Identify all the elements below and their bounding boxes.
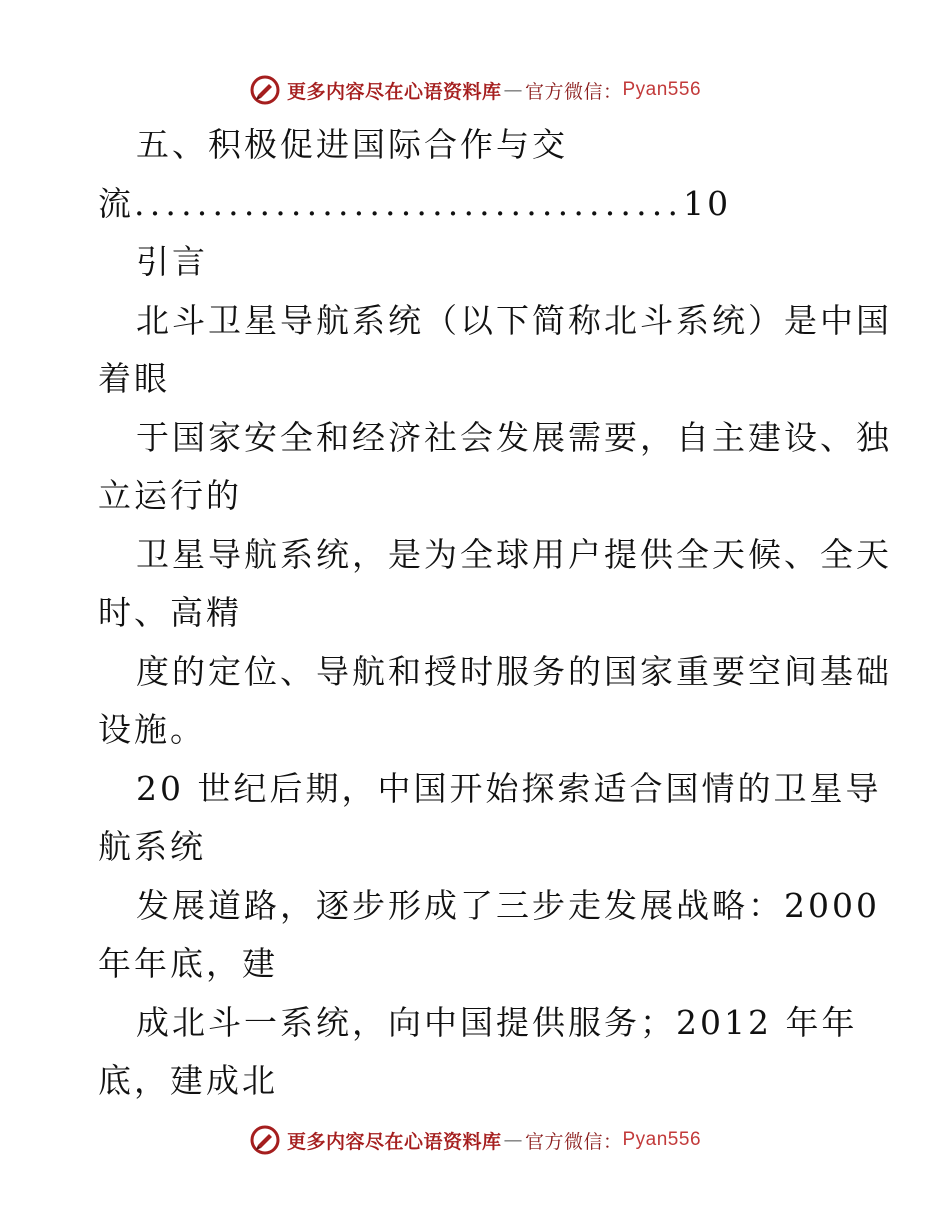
footer-banner	[0, 1120, 950, 1160]
paragraph-line: 立运行的	[98, 476, 242, 515]
paragraph-line: 年年底，建	[98, 944, 278, 983]
section-heading: 引言	[136, 242, 208, 281]
footer-wechat-id: Pyan556	[622, 1129, 702, 1150]
paragraph-line: 时、高精	[98, 593, 242, 632]
logo-pen-icon	[249, 74, 281, 106]
toc-entry-title: 五、积极促进国际合作与交	[136, 125, 568, 164]
paragraph-line: 航系统	[98, 827, 206, 866]
toc-entry-title-end: 流	[98, 183, 134, 223]
header-banner	[0, 70, 950, 110]
header-dash: —	[503, 79, 523, 101]
paragraph-line: 着眼	[98, 359, 170, 398]
paragraph-line: 北斗卫星导航系统（以下简称北斗系统）是中国	[136, 300, 892, 340]
paragraph-line: 卫星导航系统，是为全球用户提供全天候、全天	[136, 534, 892, 574]
header-wechat-id: Pyan556	[622, 79, 702, 100]
toc-page-number: 10	[683, 183, 732, 223]
paragraph-line: 发展道路，逐步形成了三步走发展战略：2000	[136, 885, 880, 925]
paragraph-line: 度的定位、导航和授时服务的国家重要空间基础	[136, 651, 892, 691]
document-body	[98, 116, 892, 1111]
paragraph-line: 成北斗一系统，向中国提供服务；2012 年年	[136, 1002, 858, 1042]
header-wechat-label: 官方微信：	[524, 80, 623, 103]
toc-entry-row	[98, 175, 858, 234]
paragraph-line: 20 世纪后期，中国开始探索适合国情的卫星导	[136, 768, 882, 808]
footer-brand-text: 更多内容尽在心语资料库	[286, 1130, 502, 1153]
header-brand-text: 更多内容尽在心语资料库	[286, 80, 502, 103]
logo-pen-icon	[249, 1124, 281, 1156]
footer-dash: —	[503, 1129, 523, 1151]
paragraph-line: 底，建成北	[98, 1061, 278, 1100]
paragraph-line: 于国家安全和经济社会发展需要，自主建设、独	[136, 417, 892, 457]
footer-wechat-label: 官方微信：	[524, 1130, 623, 1153]
paragraph-line: 设施。	[98, 710, 206, 749]
toc-leader-dots: ...................................	[134, 183, 684, 223]
